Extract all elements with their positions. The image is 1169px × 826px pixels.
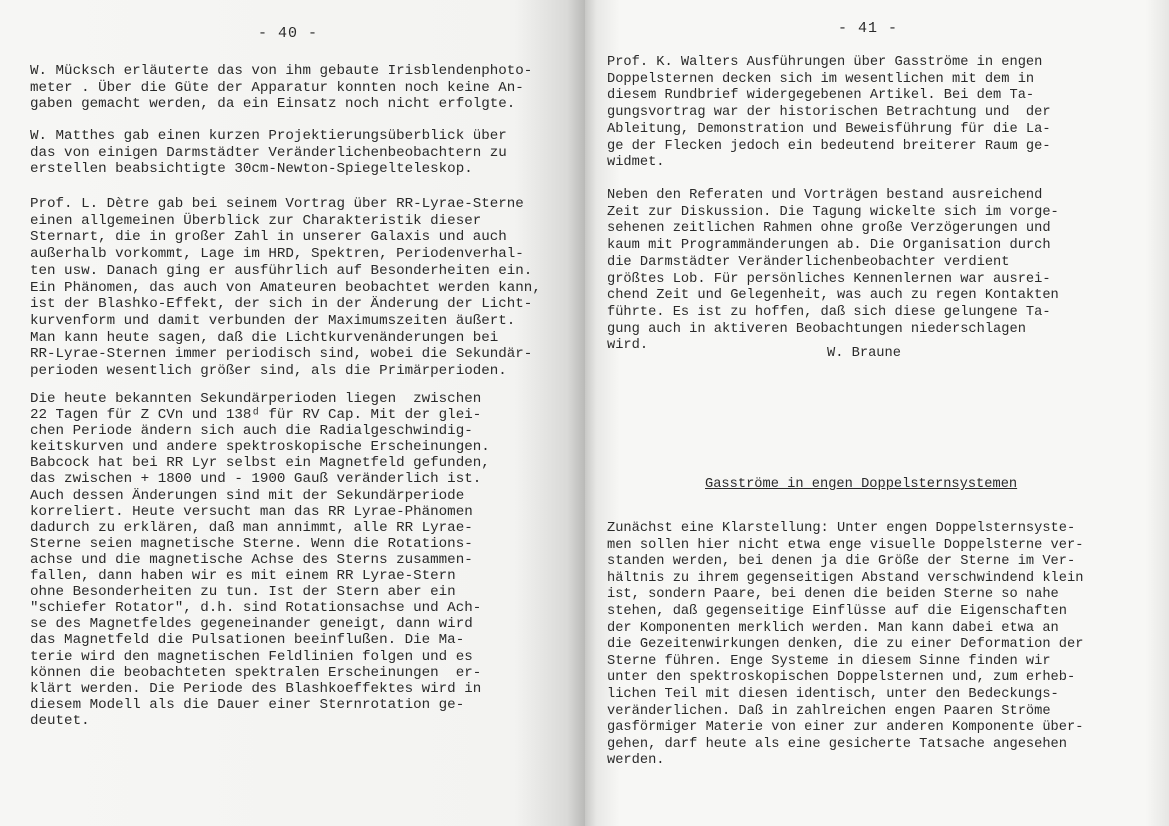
text-line: lichen Teil mit diesen identisch, unter den Bedeckungs-	[607, 686, 1059, 702]
text-line: chen Periode ändern sich auch die Radialgeschwindig-	[30, 423, 473, 440]
text-line: deutet.	[30, 712, 90, 729]
text-line: ge der Flecken jedoch ein bedeutend breiterer Raum ge-	[607, 138, 1051, 154]
text-line: Ein Phänomen, das auch von Amateuren beobachtet werden kann,	[30, 279, 541, 296]
text-line: kurvenform und damit verbunden der Maximumszeiten äußert.	[30, 312, 516, 329]
text-line: das Magnetfeld die Pulsationen beeinflußen. Die Ma-	[30, 632, 465, 649]
text-line: stehen, daß gegenseitige Einflüsse auf die Eigenschaften	[607, 603, 1067, 619]
text-line: ten usw. Danach ging er ausführlich auf Besonderheiten ein.	[30, 262, 533, 279]
article-title: Gasströme in engen Doppelsternsystemen	[705, 477, 1018, 492]
text-line: dadurch zu erklären, daß man annimmt, alle RR Lyrae-	[30, 519, 473, 536]
text-line: diesem Modell als die Dauer einer Sternrotation ge-	[30, 696, 465, 713]
text-line: größtes Lob. Für persönliches Kennenlernen war ausrei-	[607, 271, 1051, 287]
text-line: standen werden, bei denen ja die Größe der Sterne im Ver-	[607, 554, 1076, 570]
text-line: die Gezeitenwirkungen denken, die zu einer Deformation der	[607, 637, 1084, 653]
text-line: hältnis zu ihrem gegenseitigen Abstand verschwindend klein	[607, 570, 1084, 586]
text-line: das zwischen + 1800 und - 1900 Gauß veränderlich ist.	[30, 471, 482, 488]
text-line: Zunächst eine Klarstellung: Unter engen Doppelsternsyste-	[607, 521, 1076, 536]
text-line: Neben den Referaten und Vorträgen bestand ausreichend	[607, 188, 1043, 203]
text-line: der Komponenten merklich werden. Man kann dabei etwa an	[607, 620, 1059, 636]
text-line: gung auch in aktiveren Beobachtungen niederschlagen	[607, 321, 1026, 337]
text-line: ist, sondern Paare, bei denen die beiden Sterne so nahe	[607, 587, 1059, 603]
text-line: chend Zeit und Gelegenheit, was auch zu regen Kontakten	[607, 288, 1059, 304]
text-line: "schiefer Rotator", d.h. sind Rotationsachse und Ach-	[30, 600, 482, 617]
text-line: Die heute bekannten Sekundärperioden liegen zwischen	[30, 391, 482, 407]
text-line: das von einigen Darmstädter Veränderlichenbeobachtern zu	[30, 144, 507, 161]
text-line: Doppelsternen decken sich im wesentlichen mit dem in	[607, 71, 1035, 87]
paragraph-walter	[607, 55, 1051, 172]
text-line: führte. Es ist zu hoffen, daß sich diese gelungene Ta-	[607, 304, 1051, 320]
text-line: achse und die magnetische Achse des Sterns zusammen-	[30, 551, 473, 568]
text-line: Ableitung, Demonstration und Beweisführung für die La-	[607, 121, 1051, 137]
text-line: RR-Lyrae-Sternen immer periodisch sind, wobei die Sekundär-	[30, 346, 533, 363]
right-page	[585, 0, 1169, 826]
text-line: können die beobachteten spektralen Erscheinungen er-	[30, 664, 482, 681]
text-line: meter . Über die Güte der Apparatur konnten noch keine An-	[30, 79, 524, 96]
text-line: Prof. L. Dètre gab bei seinem Vortrag über RR-Lyrae-Sterne	[30, 196, 524, 212]
text-line: 22 Tagen für Z CVn und 138ᵈ für RV Cap. Mit der glei-	[30, 407, 482, 424]
text-line: Zeit zur Diskussion. Die Tagung wickelte sich im vorge-	[607, 204, 1059, 220]
text-line: ist der Blashko-Effekt, der sich in der Änderung der Licht-	[30, 296, 533, 313]
text-line: Sterne seien magnetische Sterne. Wenn die Rotations-	[30, 535, 473, 552]
text-line: men sollen hier nicht etwa enge visuelle Doppelsterne ver-	[607, 537, 1084, 553]
text-line: W. Mücksch erläuterte das von ihm gebaute Irisblendenphoto-	[30, 63, 533, 79]
text-line: W. Matthes gab einen kurzen Projektierungsüberblick über	[30, 128, 507, 144]
text-line: veränderlichen. Daß in zahlreichen engen Paaren Ströme	[607, 703, 1051, 719]
text-line: sehenen zeitlichen Rahmen ohne große Verzögerungen und	[607, 221, 1051, 237]
article-paragraph	[607, 521, 1083, 770]
text-line: diesem Rundbrief widergegebenen Artikel. Bei dem Ta-	[607, 88, 1035, 104]
text-line: werden.	[607, 753, 665, 769]
text-line: fallen, dann haben wir es mit einem RR Lyrae-Stern	[30, 568, 456, 585]
text-line: ohne Besonderheiten zu tun. Ist der Stern aber ein	[30, 584, 456, 601]
text-line: Auch dessen Änderungen sind mit der Sekundärperiode	[30, 487, 465, 504]
author-signature: W. Braune	[827, 346, 901, 361]
text-line: se des Magnetfeldes gegeneinander geneigt, dann wird	[30, 616, 473, 633]
text-line: perioden wesentlich größer sind, als die Primärperioden.	[30, 363, 507, 380]
paragraph-sekundaerperioden	[30, 391, 490, 729]
paragraph-matthes	[30, 128, 507, 178]
text-line: kaum mit Programmänderungen ab. Die Organisation durch	[607, 238, 1051, 254]
text-line: Babcock hat bei RR Lyr selbst ein Magnetfeld gefunden,	[30, 455, 490, 472]
text-line: erstellen beabsichtigte 30cm-Newton-Spiegelteleskop.	[30, 161, 473, 178]
text-line: unter den spektroskopischen Doppelsternen und, zum erheb-	[607, 670, 1076, 686]
text-line: außerhalb vorkommt, Lage im HRD, Spektren, Periodenverhal-	[30, 246, 524, 263]
page-number: - 40 -	[258, 25, 319, 42]
paragraph-detre	[30, 196, 541, 380]
paragraph-muecksch	[30, 63, 532, 113]
text-line: keitskurven und andere spektroskopische Erscheinungen.	[30, 439, 490, 456]
text-line: Sternart, die in großer Zahl in unserer Galaxis und auch	[30, 229, 507, 246]
paragraph-summary	[607, 188, 1059, 355]
text-line: gungsvortrag war der historischen Betrachtung und der	[607, 105, 1051, 121]
text-line: wird.	[607, 338, 649, 354]
text-line: Sterne führen. Enge Systeme in diesem Sinne finden wir	[607, 653, 1051, 669]
page-number: - 41 -	[838, 20, 899, 37]
text-line: gaben gemacht werden, da ein Einsatz noch nicht erfolgte.	[30, 96, 516, 113]
text-line: korreliert. Heute versucht man das RR Lyrae-Phänomen	[30, 503, 473, 520]
text-line: einen allgemeinen Überblick zur Charakteristik dieser	[30, 212, 482, 229]
text-line: Prof. K. Walters Ausführungen über Gasströme in engen	[607, 55, 1043, 70]
text-line: gasförmiger Materie von einer zur anderen Komponente über-	[607, 720, 1084, 736]
text-line: terie wird den magnetischen Feldlinien folgen und es	[30, 648, 473, 665]
text-line: Man kann heute sagen, daß die Lichtkurvenänderungen bei	[30, 329, 499, 346]
text-line: die Darmstädter Veränderlichenbeobachter verdient	[607, 254, 1010, 270]
text-line: klärt werden. Die Periode des Blashkoeffektes wird in	[30, 680, 482, 697]
text-line: gehen, darf heute als eine gesicherte Tatsache angesehen	[607, 736, 1067, 752]
text-line: widmet.	[607, 155, 665, 171]
